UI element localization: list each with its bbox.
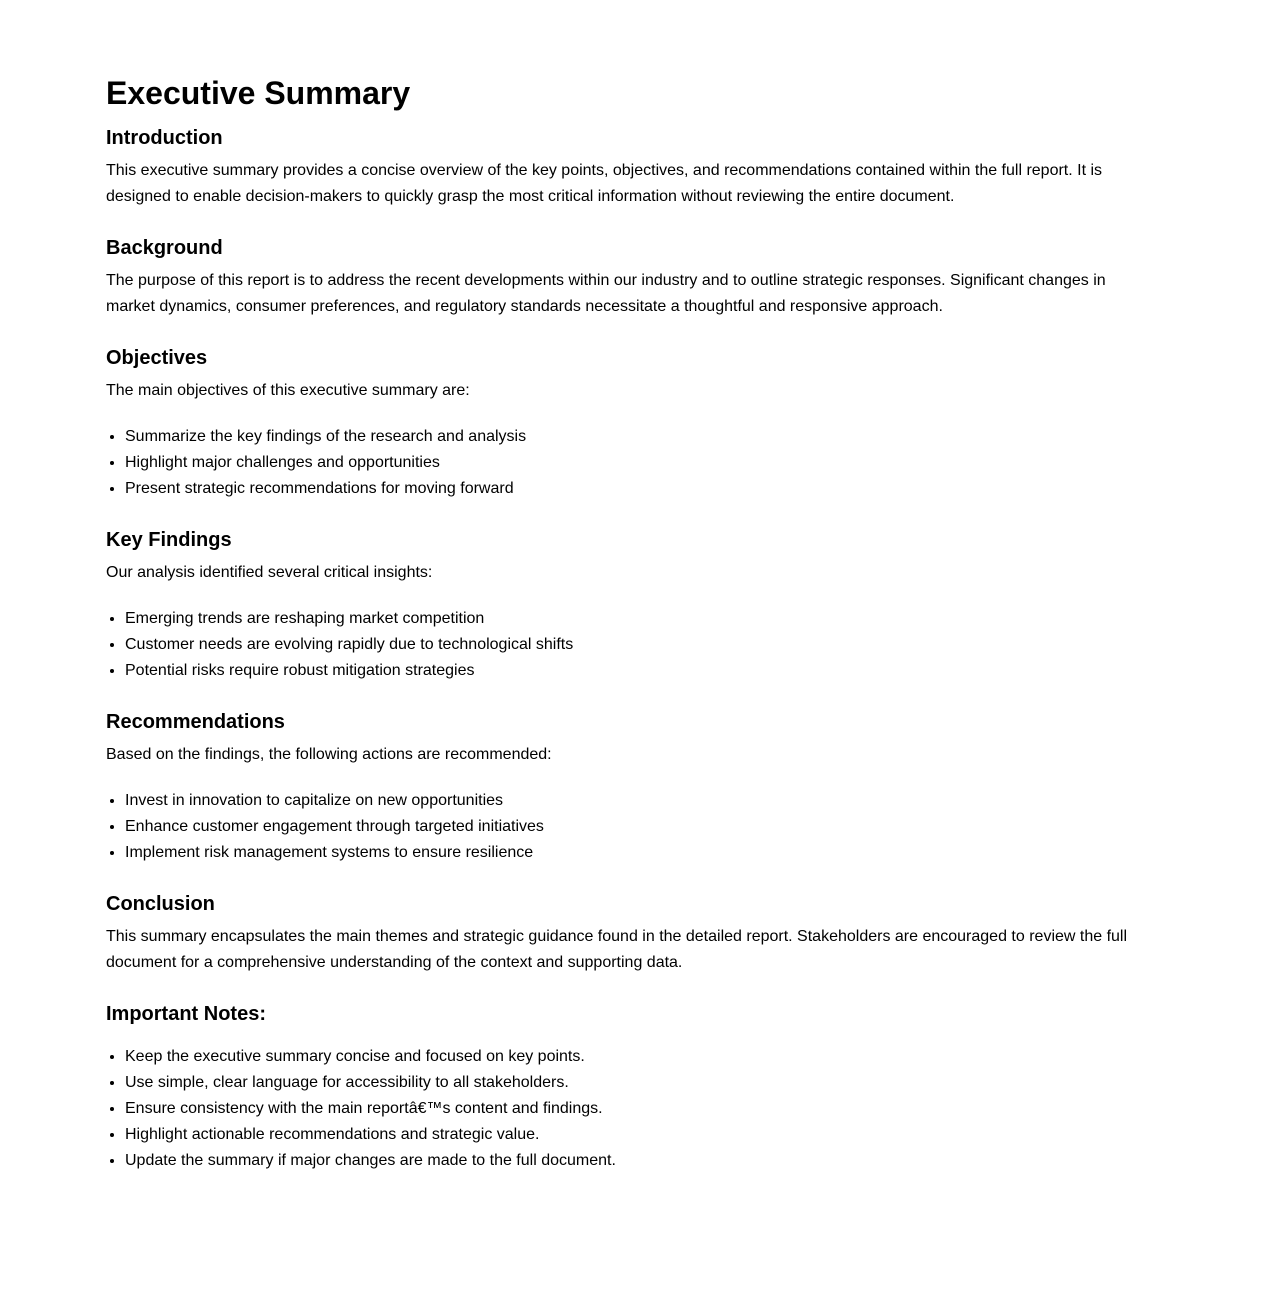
section-important-notes — [106, 1002, 1136, 1174]
section-heading: Objectives — [106, 347, 208, 369]
bullet-list — [106, 788, 1136, 866]
list-item: • Keep the executive summary concise and focused on key points. — [125, 1044, 1136, 1070]
section-conclusion — [106, 892, 1136, 976]
list-item: • Summarize the key findings of the research and analysis — [125, 424, 1136, 450]
section-text: The purpose of this report is to address the recent developments within our industry and to outline strategic responses. Significant changes in market dynamics, consumer preferences, and regulatory standards necessitate a thoughtful and responsive approach. — [106, 272, 1106, 315]
section-key-findings — [106, 528, 1136, 684]
section-introduction — [106, 126, 1136, 210]
bullet-list — [106, 1044, 1136, 1174]
section-background — [106, 236, 1136, 320]
section-heading: Recommendations — [106, 711, 285, 733]
section-text: This summary encapsulates the main themes and strategic guidance found in the detailed report. Stakeholders are encouraged to review the full document for a comprehensive understanding of the context and supporting data. — [106, 928, 1128, 971]
list-item: • Emerging trends are reshaping market competition — [125, 606, 1136, 632]
list-item: • Highlight major challenges and opportunities — [125, 450, 1136, 476]
section-heading: Introduction — [106, 127, 223, 149]
section-heading: Background — [106, 237, 223, 259]
section-text: The main objectives of this executive summary are: — [106, 382, 470, 399]
page-title: Executive Summary — [106, 75, 411, 111]
list-item: • Customer needs are evolving rapidly due to technological shifts — [125, 632, 1136, 658]
section-recommendations — [106, 710, 1136, 866]
bullet-list — [106, 424, 1136, 502]
section-heading: Important Notes: — [106, 1003, 266, 1025]
list-item: • Highlight actionable recommendations and strategic value. — [125, 1122, 1136, 1148]
list-item: • Present strategic recommendations for moving forward — [125, 476, 1136, 502]
section-text: Our analysis identified several critical insights: — [106, 564, 433, 581]
list-item: • Ensure consistency with the main reportâ€™s content and findings. — [125, 1096, 1136, 1122]
section-objectives — [106, 346, 1136, 502]
list-item: • Implement risk management systems to ensure resilience — [125, 840, 1136, 866]
section-text: Based on the findings, the following actions are recommended: — [106, 746, 552, 763]
list-item: • Potential risks require robust mitigation strategies — [125, 658, 1136, 684]
list-item: • Enhance customer engagement through targeted initiatives — [125, 814, 1136, 840]
section-heading: Key Findings — [106, 529, 232, 551]
section-heading: Conclusion — [106, 893, 215, 915]
list-item: • Update the summary if major changes are made to the full document. — [125, 1148, 1136, 1174]
list-item: • Use simple, clear language for accessibility to all stakeholders. — [125, 1070, 1136, 1096]
bullet-list — [106, 606, 1136, 684]
section-text: This executive summary provides a concise overview of the key points, objectives, and recommendations contained within the full report. It is designed to enable decision-makers to quickly grasp the most critical information without reviewing the entire document. — [106, 162, 1103, 205]
list-item: • Invest in innovation to capitalize on new opportunities — [125, 788, 1136, 814]
